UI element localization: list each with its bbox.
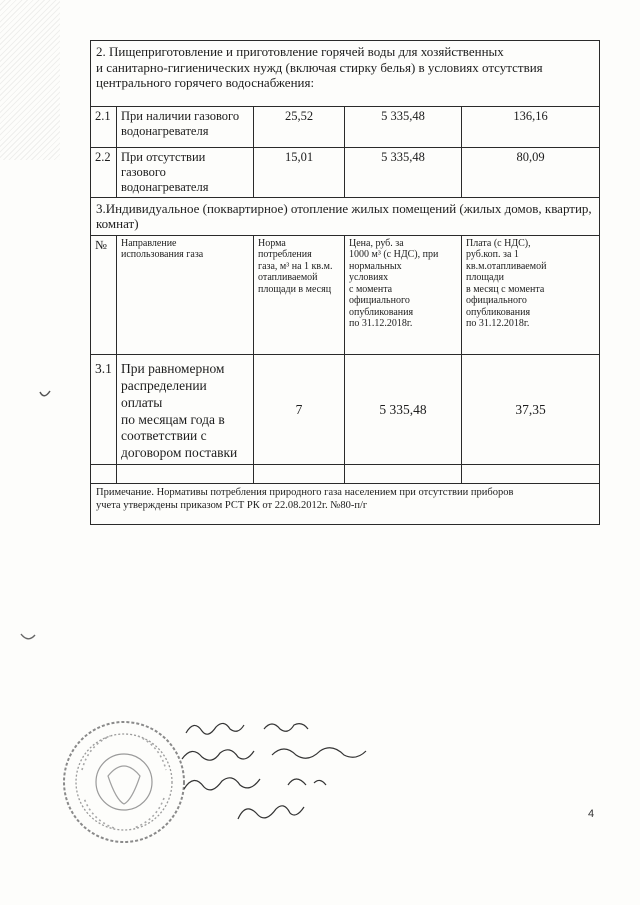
col-header-norm <box>254 235 345 354</box>
row-desc-line: договором поставки <box>121 445 238 461</box>
column-header-row <box>91 235 600 354</box>
header-line: опубликования <box>466 306 531 318</box>
header-line: руб.коп. за 1 <box>466 249 519 261</box>
row-name-line: При наличии газового <box>121 108 240 123</box>
col-header-number: № <box>91 235 117 354</box>
section2-title <box>91 41 600 107</box>
header-line: газа, м³ на 1 кв.м. <box>258 260 333 272</box>
row-number: 2.2 <box>91 147 117 197</box>
tariff-table <box>90 40 600 525</box>
row-price: 5 335,48 <box>345 147 462 197</box>
empty-row <box>91 465 600 484</box>
section2-title-line: и санитарно-гигиенических нужд (включая стирку белья) в условиях отсутствия <box>96 59 543 75</box>
col-header-direction <box>117 235 254 354</box>
row-norm: 25,52 <box>254 106 345 147</box>
header-line: нормальных <box>349 260 402 272</box>
header-line: площади <box>466 272 504 284</box>
header-line: официального <box>349 295 410 307</box>
note-text <box>91 484 600 525</box>
section2-title-line: 2. Пищеприготовление и приготовление горячей воды для хозяйственных <box>96 44 504 59</box>
header-line: Норма <box>258 237 286 249</box>
empty-cell <box>254 465 345 484</box>
table-row <box>91 147 600 197</box>
header-line: с момента <box>349 283 393 295</box>
header-line: использования газа <box>121 249 204 261</box>
row-payment: 37,35 <box>462 354 600 464</box>
empty-cell <box>91 465 117 484</box>
row-desc-line: соответствии с <box>121 428 207 444</box>
header-line: 1000 м³ (с НДС), при <box>349 249 439 261</box>
handwritten-signature <box>180 715 390 832</box>
row-payment: 80,09 <box>462 147 600 197</box>
scan-edge-artifact <box>0 0 60 160</box>
section3-title: 3.Индивидуальное (поквартирное) отопление жилых помещений (жилых домов, квартир, комнат) <box>91 197 600 235</box>
section2-header-row <box>91 41 600 107</box>
empty-cell <box>345 465 462 484</box>
row-norm: 15,01 <box>254 147 345 197</box>
row-desc-line: распределении оплаты <box>121 377 207 410</box>
row-desc-line: по месяцам года в <box>121 411 225 427</box>
section3-header-row <box>91 197 600 235</box>
row-number: 2.1 <box>91 106 117 147</box>
col-header-price <box>345 235 462 354</box>
header-line: отапливаемой <box>258 272 318 284</box>
note-line: учета утверждены приказом РСТ РК от 22.08.2012г. №80-п/г <box>96 499 368 511</box>
table-row <box>91 106 600 147</box>
note-line: Примечание. Нормативы потребления природного газа населением при отсутствии приборов <box>96 487 514 499</box>
header-line: по 31.12.2018г. <box>349 318 413 330</box>
section2-title-line: центрального горячего водоснабжения: <box>96 75 315 91</box>
scan-mark <box>38 388 52 407</box>
empty-cell <box>462 465 600 484</box>
row-desc-line: При равномерном <box>121 360 225 376</box>
row-name-line: При отсутствии газового <box>121 149 206 179</box>
header-line: опубликования <box>349 306 414 318</box>
row-price: 5 335,48 <box>345 354 462 464</box>
row-name <box>117 106 254 147</box>
row-description <box>117 354 254 464</box>
header-line: Направление <box>121 237 177 249</box>
header-line: Цена, руб. за <box>349 237 404 249</box>
empty-cell <box>117 465 254 484</box>
header-line: в месяц с момента <box>466 283 545 295</box>
row-number: 3.1 <box>91 354 117 464</box>
row-payment: 136,16 <box>462 106 600 147</box>
scan-mark <box>20 630 36 648</box>
table-row <box>91 354 600 464</box>
header-line: по 31.12.2018г. <box>466 318 530 330</box>
note-row <box>91 484 600 525</box>
row-name-line: водонагревателя <box>121 123 209 138</box>
header-line: условиях <box>349 272 389 284</box>
row-price: 5 335,48 <box>345 106 462 147</box>
page-number: 4 <box>588 808 595 820</box>
round-seal-stamp <box>58 716 190 853</box>
header-line: потребления <box>258 249 312 261</box>
header-line: официального <box>466 295 527 307</box>
header-line: площади в месяц <box>258 283 332 295</box>
col-header-payment <box>462 235 600 354</box>
row-name-line: водонагревателя <box>121 179 209 194</box>
row-norm: 7 <box>254 354 345 464</box>
header-line: Плата (с НДС), <box>466 237 531 249</box>
header-line: кв.м.отапливаемой <box>466 260 547 272</box>
row-name <box>117 147 254 197</box>
